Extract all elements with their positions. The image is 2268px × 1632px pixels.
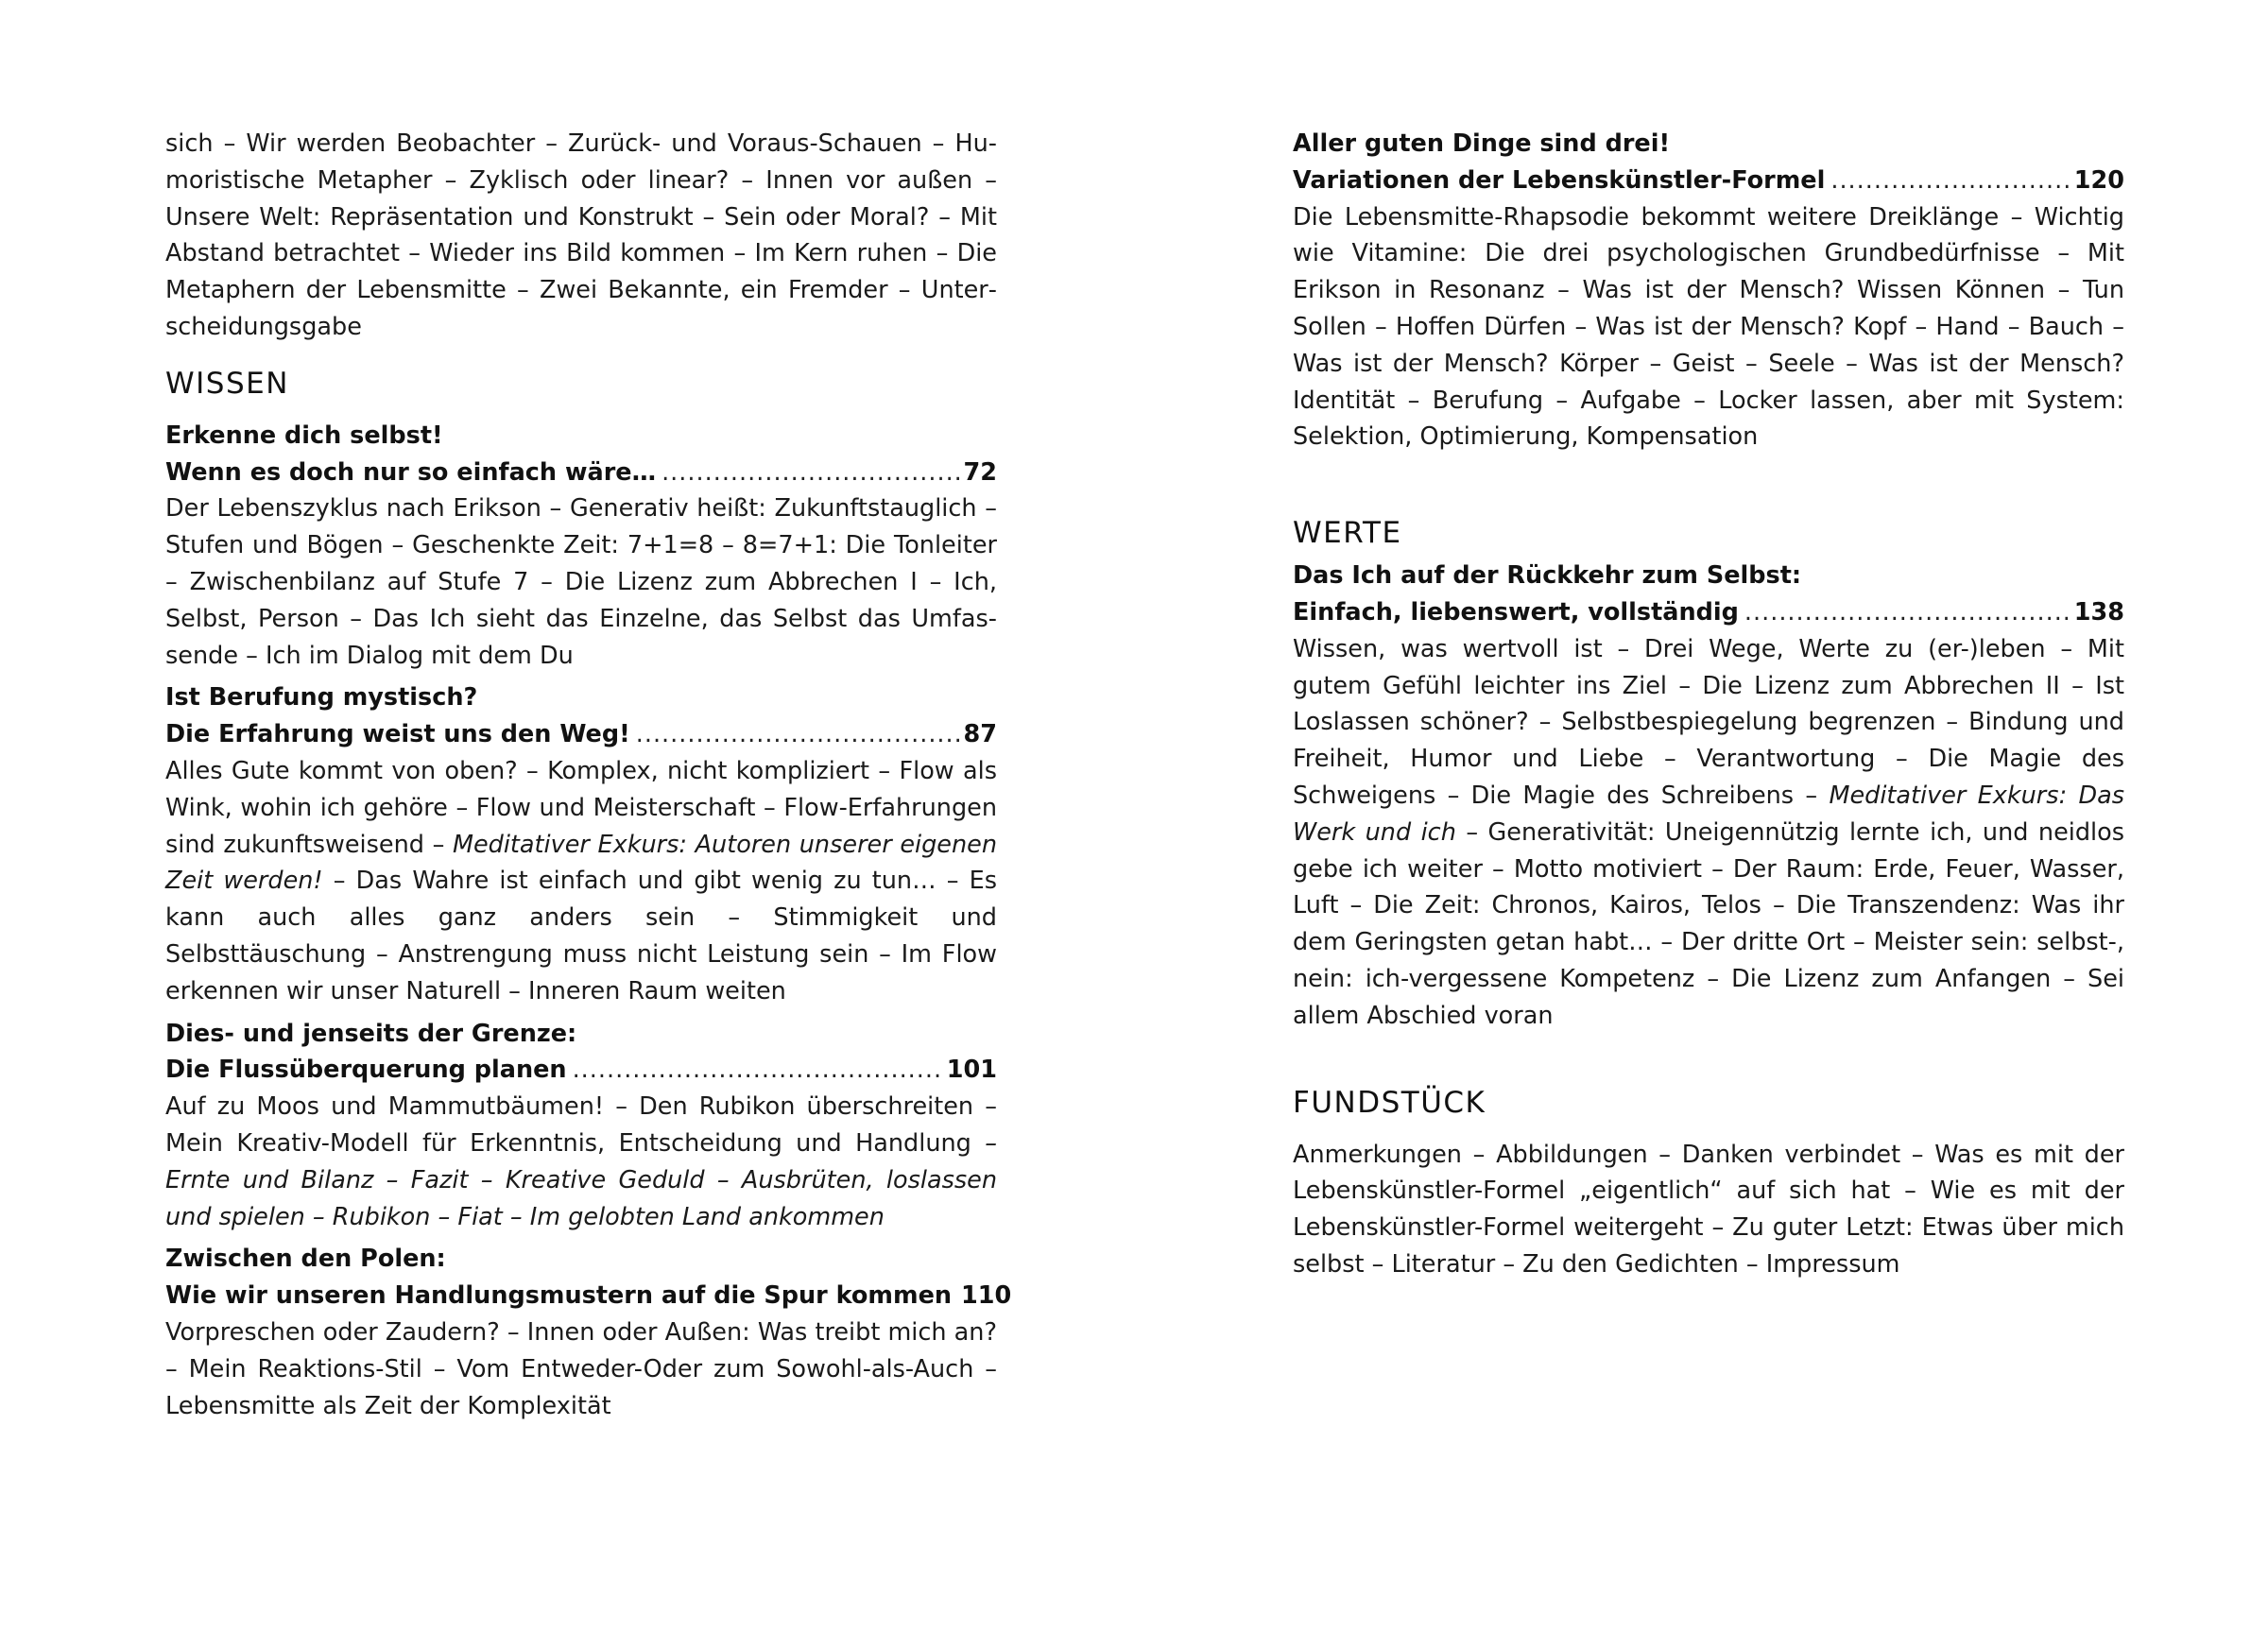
- entry-subtitle: Die Flussüberquerung planen: [165, 1056, 567, 1085]
- description-part: – Das Wahre ist einfach und gibt wenig zu tun… – Es kann auch alles ganz anders sein – Stimmigkeit und Selbsttäuschung – Anstrengung muss nicht Leistung sein – Im Flow erkennen wir unser Naturell – Inneren Raum weiten: [165, 867, 997, 1005]
- toc-entry-drei: [1293, 126, 2124, 455]
- dot-leader: [573, 1052, 943, 1089]
- dot-leader: [1830, 163, 2070, 199]
- dot-leader: [1744, 594, 2070, 631]
- entry-subtitle-line[interactable]: [165, 455, 997, 491]
- entry-subtitle-line[interactable]: [165, 716, 997, 753]
- entry-subtitle: Variationen der Lebenskünstler-Formel: [1293, 165, 1826, 195]
- description-part: Alles Gute kommt von oben? – Komplex, nicht kompliziert – Flow als Wink, wohin ich gehöre – Flow und Meisterschaft – Flow-Erfahrungen sind zukunftsweisend –: [165, 756, 997, 859]
- page-number: 87: [963, 720, 997, 749]
- toc-entry-erkenne: [165, 418, 997, 675]
- entry-title: Aller guten Dinge sind drei!: [1293, 129, 1671, 158]
- entry-subtitle-line[interactable]: [165, 1278, 1012, 1314]
- section-heading-fundstueck: FUNDSTÜCK: [1293, 1085, 1486, 1120]
- entry-title: Zwischen den Polen:: [165, 1245, 446, 1274]
- fundstueck-description: Anmerkungen – Abbildungen – Danken verbindet – Was es mit der Lebenskünstler-Formel „eigentlich“ auf sich hat – Wie es mit der Lebenskünstler-Formel weitergeht – Zu guter Letzt: Etwas über mich selbst – Literatur – Zu den Gedichten – Impressum: [1293, 1140, 2124, 1279]
- page-number: 110: [961, 1281, 1012, 1311]
- description-italic: – Ernte und Bilanz – Fazit – Kreative Geduld – Ausbrüten, loslassen und spielen – Rubikon – Fiat – Im gelobten Land ankommen: [165, 1128, 997, 1231]
- entry-subtitle-line[interactable]: [1293, 594, 2124, 631]
- entry-subtitle: Wenn es doch nur so einfach wäre…: [165, 457, 657, 487]
- page-number: 101: [946, 1056, 997, 1085]
- section-heading-werte: WERTE: [1293, 516, 1402, 551]
- entry-subtitle: Wie wir unseren Handlungsmustern auf die Spur kommen: [165, 1281, 953, 1311]
- page-number: 138: [2073, 597, 2124, 627]
- dot-leader: [636, 716, 960, 753]
- page-number: 120: [2073, 165, 2124, 195]
- entry-description: Die Lebensmitte-Rhapsodie bekommt weitere Dreiklänge – Wichtig wie Vitamine: Die drei psychologischen Grundbedürfnisse – Mit Erikson in Resonanz – Was ist der Mensch? Wissen Können – Tun Sollen – Hoffen Dürfen – Was ist der Mensch? Kopf – Hand – Bauch – Was ist der Mensch? Körper – Geist – Seele – Was ist der Mensch? Identität – Berufung – Aufgabe – Locker lassen, aber mit System: Selektion, Optimierung, Kompensation: [1293, 202, 2124, 452]
- entry-title: Erkenne dich selbst!: [165, 421, 443, 450]
- entry-subtitle-line[interactable]: [165, 1052, 997, 1089]
- entry-subtitle: Einfach, liebenswert, vollständig: [1293, 597, 1739, 627]
- description-part: Auf zu Moos und Mammutbäumen! – Den Rubikon überschreiten – Mein Kreativ-Modell für Erkenntnis, Entscheidung und Handlung: [165, 1092, 997, 1158]
- toc-entry-grenze: [165, 1016, 997, 1236]
- dot-leader: [662, 455, 959, 491]
- page-number: 72: [963, 457, 997, 487]
- right-page: [1293, 126, 2124, 1283]
- entry-description: [165, 753, 997, 1010]
- toc-entry-polen: [165, 1241, 1012, 1424]
- entry-description: [165, 1089, 997, 1235]
- description-part: – Generativität: Uneigennützig lernte ich, und neidlos gebe ich weiter – Motto motiviert – Der Raum: Erde, Feuer, Wasser, Luft – Die Zeit: Chronos, Kairos, Telos – Die Transzendenz: Was ihr dem Geringsten getan habt… – Der dritte Ort – Meister sein: selbst-, nein: ich-vergessene Kompetenz – Die Lizenz zum Anfangen – Sei allem Abschied voran: [1293, 817, 2124, 1030]
- left-page: [165, 126, 1012, 1424]
- description-italic: Meditativer Exkurs: Das Werk und ich: [1293, 781, 2124, 847]
- entry-description: Vorpreschen oder Zaudern? – Innen oder Außen: Was treibt mich an? – Mein Reaktions-Stil – Vom Entweder-Oder zum Sowohl-als-Auch – Lebensmitte als Zeit der Komplexität: [165, 1317, 997, 1420]
- entry-title: Dies- und jenseits der Grenze:: [165, 1019, 577, 1048]
- entry-title: Ist Berufung mystisch?: [165, 683, 478, 713]
- toc-entry-ich: [1293, 558, 2124, 1034]
- entry-description: Der Lebenszyklus nach Erikson – Generativ heißt: Zukunftstauglich – Stufen und Bögen – Geschenkte Zeit: 7+1=8 – 8=7+1: Die Tonleiter – Zwischenbilanz auf Stufe 7 – Die Lizenz zum Abbrechen I – Ich, Selbst, Person – Das Ich sieht das Einzelne, das Selbst das Umfassende – Ich im Dialog mit dem Du: [165, 494, 997, 670]
- entry-title: Das Ich auf der Rückkehr zum Selbst:: [1293, 561, 1802, 591]
- section-heading-wissen: WISSEN: [165, 366, 289, 401]
- description-part: Wissen, was wertvoll ist – Drei Wege, Werte zu (er-)leben – Mit gutem Gefühl leichter ins Ziel – Die Lizenz zum Abbrechen II – Ist Loslassen schöner? – Selbstbespiegelung begrenzen – Bindung und Freiheit, Humor und Liebe – Verantwortung – Die Magie des Schweigens – Die Magie des Schreibens –: [1293, 634, 2124, 810]
- description-italic: Meditativer Exkurs: Autoren unserer eigenen Zeit werden!: [165, 830, 998, 896]
- entry-description: [1293, 631, 2124, 1035]
- intro-text: sich – Wir werden Beobachter – Zurück- und Voraus-Schauen – Humoristische Metapher – Zyklisch oder linear? – Innen vor außen – Unsere Welt: Repräsentation und Konstrukt – Sein oder Moral? – Mit Abstand betrachtet – Wieder ins Bild kommen – Im Kern ruhen – Die Metaphern der Lebensmitte – Zwei Bekannte, ein Fremder – Unterscheidungsgabe: [165, 129, 997, 341]
- toc-entry-berufung: [165, 679, 997, 1009]
- entry-subtitle: Die Erfahrung weist uns den Weg!: [165, 720, 630, 749]
- entry-subtitle-line[interactable]: [1293, 163, 2124, 199]
